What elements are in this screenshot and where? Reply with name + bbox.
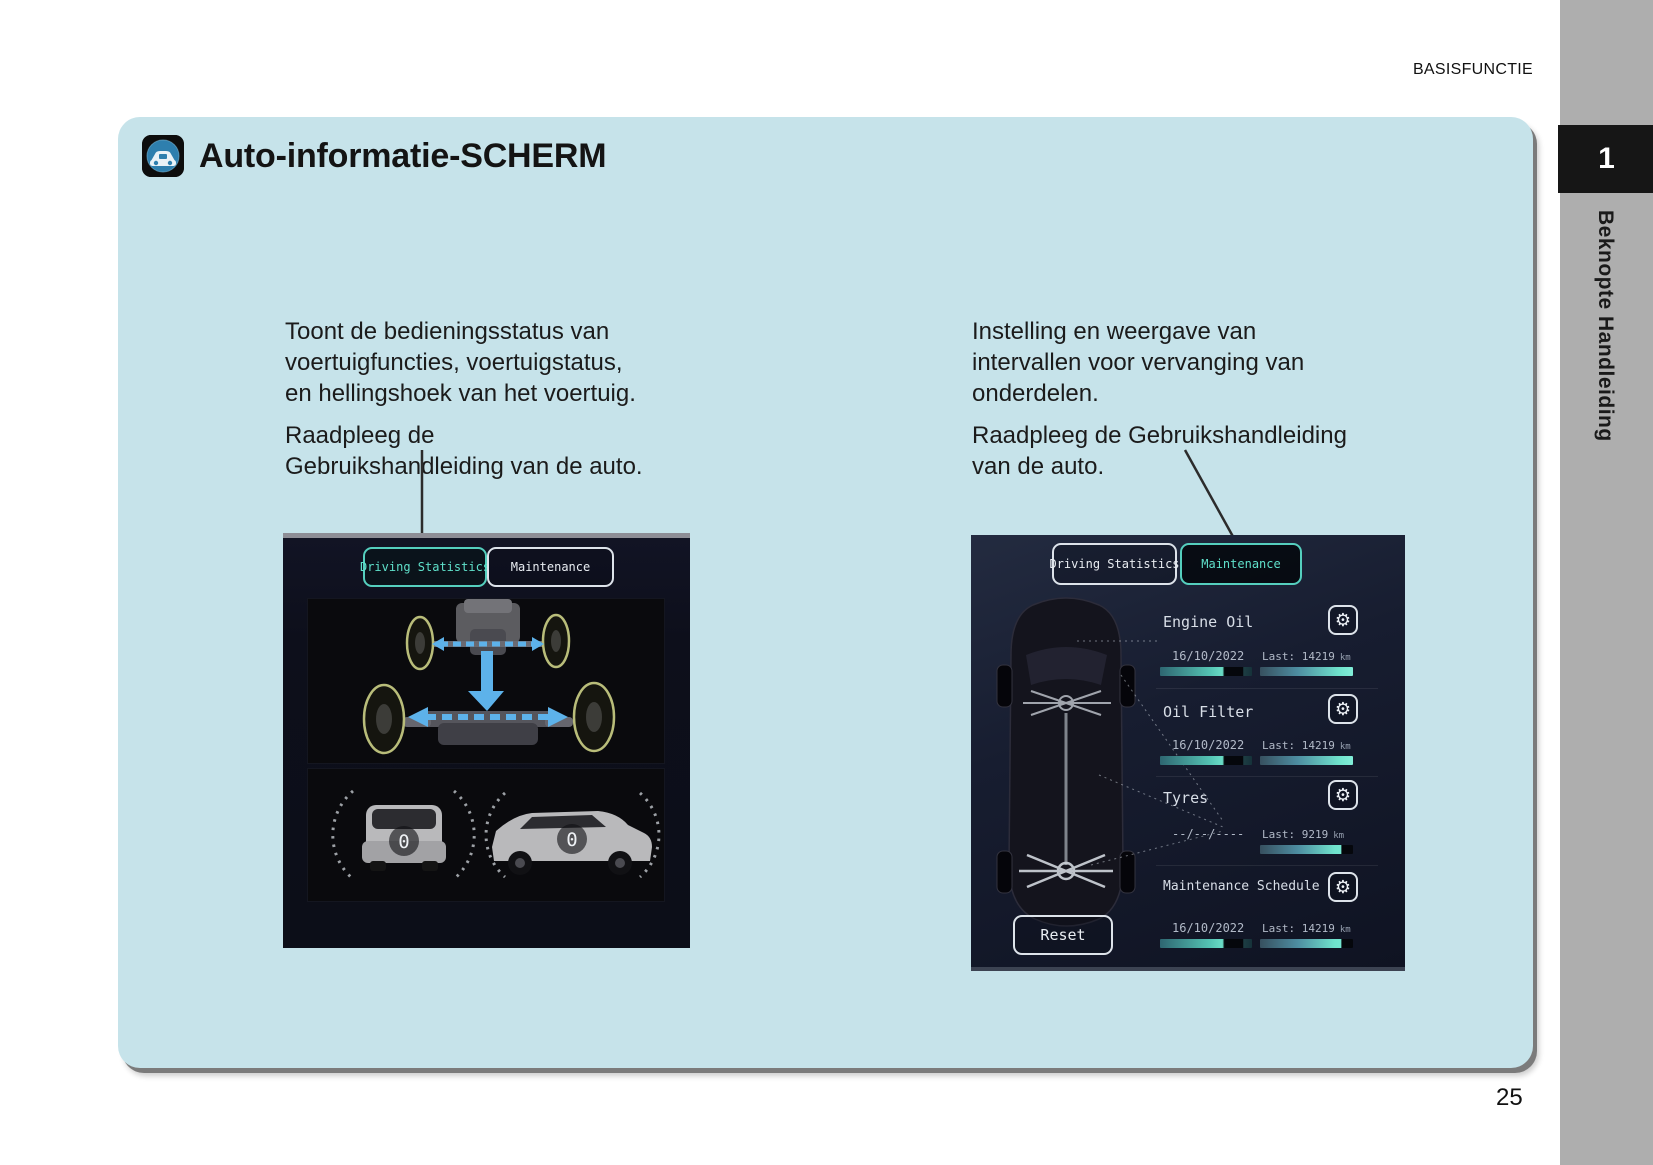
gear-icon: ⚙	[1334, 784, 1352, 806]
row-separator	[1156, 865, 1378, 866]
engine-oil-last-km: Last: 14219 km	[1262, 650, 1351, 663]
maintenance-schedule-settings-button[interactable]	[1328, 872, 1358, 902]
drivetrain-torque-panel	[307, 598, 665, 764]
maintenance-schedule-date: 16/10/2022	[1172, 921, 1245, 935]
oil-filter-date: 16/10/2022	[1172, 738, 1245, 752]
callout-left-line: Gebruikshandleiding van de auto.	[285, 453, 643, 480]
callout-left-line: Raadpleeg de	[285, 422, 435, 449]
callout-left-line: voertuigfuncties, voertuigstatus,	[285, 349, 623, 376]
oil-filter-last-km: Last: 14219 km	[1262, 739, 1351, 752]
awd-drivetrain-illustration	[308, 599, 664, 763]
car-info-display-icon	[142, 135, 184, 177]
row-label-oil-filter: Oil Filter	[1163, 703, 1254, 721]
callout-left-line: Toont de bedieningsstatus van	[285, 318, 610, 345]
front-tilt-gauge-value: 0	[398, 831, 410, 853]
content-panel	[118, 117, 1533, 1068]
callout-right-line: van de auto.	[972, 453, 1105, 480]
chapter-number-tab: 1	[1558, 125, 1653, 193]
chapter-sidebar	[1560, 0, 1653, 1165]
engine-oil-settings-button[interactable]	[1328, 605, 1358, 635]
driving-statistics-screenshot	[283, 533, 690, 948]
callout-text-right	[972, 316, 1347, 482]
engine-oil-date: 16/10/2022	[1172, 649, 1245, 663]
row-separator	[1156, 688, 1378, 689]
row-separator	[1156, 776, 1378, 777]
tyres-last-km: Last: 9219 km	[1262, 828, 1345, 841]
screenshot-top-edge	[283, 533, 690, 538]
callout-left-line: en hellingshoek van het voertuig.	[285, 380, 636, 407]
callout-right-line: Raadpleeg de Gebruikshandleiding	[972, 422, 1347, 449]
oil-filter-km-progress	[1260, 756, 1353, 765]
page-title: Auto-informatie-SCHERM	[199, 136, 607, 175]
engine-oil-date-progress	[1160, 667, 1252, 676]
maintenance-schedule-km-progress	[1260, 939, 1353, 948]
tab-driving-statistics[interactable]: Driving Statistics	[363, 547, 487, 587]
tab-maintenance[interactable]: Maintenance	[487, 547, 614, 587]
engine-oil-km-progress	[1260, 667, 1353, 676]
page-header-label: BASISFUNCTIE	[1412, 61, 1533, 78]
gear-icon: ⚙	[1334, 698, 1352, 720]
tyres-date: --/--/----	[1172, 827, 1245, 841]
section-title-row	[142, 135, 606, 177]
reset-button[interactable]: Reset	[1013, 915, 1113, 955]
gear-icon: ⚙	[1334, 609, 1352, 631]
tyres-km-progress	[1260, 845, 1353, 854]
row-label-tyres: Tyres	[1163, 789, 1209, 807]
vehicle-angle-illustration	[308, 769, 664, 901]
oil-filter-settings-button[interactable]	[1328, 694, 1358, 724]
tyres-settings-button[interactable]	[1328, 780, 1358, 810]
chapter-title-vertical: Beknopte Handleiding	[1594, 210, 1617, 442]
row-label-maintenance-schedule: Maintenance Schedule	[1163, 879, 1320, 894]
maintenance-screenshot	[971, 535, 1405, 971]
callout-right-line: intervallen voor vervanging van	[972, 349, 1305, 376]
maintenance-schedule-date-progress	[1160, 939, 1252, 948]
tab-driving-statistics[interactable]: Driving Statistics	[1052, 543, 1177, 585]
page-number: 25	[1496, 1084, 1523, 1111]
callout-right-line: onderdelen.	[972, 380, 1099, 407]
vehicle-angle-panel	[307, 768, 665, 902]
side-tilt-gauge-value: 0	[566, 829, 578, 851]
gear-icon: ⚙	[1334, 876, 1352, 898]
callout-right-line: Instelling en weergave van	[972, 318, 1257, 345]
tab-maintenance[interactable]: Maintenance	[1180, 543, 1302, 585]
oil-filter-date-progress	[1160, 756, 1252, 765]
row-label-engine-oil: Engine Oil	[1163, 613, 1254, 631]
callout-text-left	[285, 316, 643, 482]
maintenance-schedule-last-km: Last: 14219 km	[1262, 922, 1351, 935]
